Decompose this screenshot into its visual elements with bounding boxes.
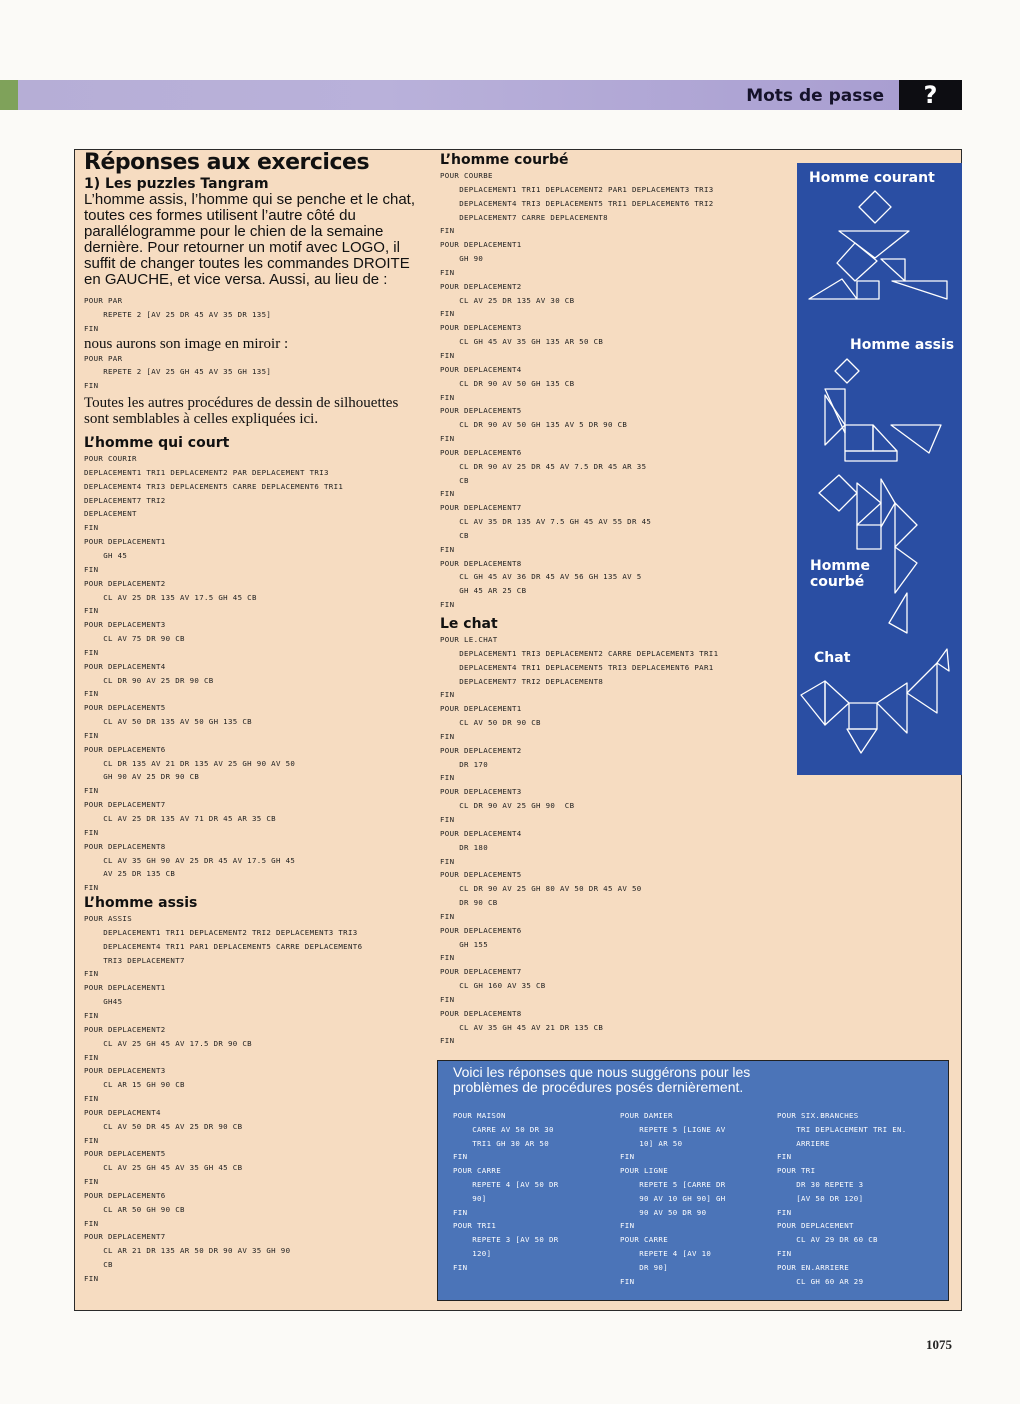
seated-man-figure	[825, 359, 941, 461]
paragraph: nous aurons son image en miroir :	[84, 335, 289, 352]
code-block: POUR PAR REPETE 2 [AV 25 GH 45 AV 35 GH 135] FIN	[84, 353, 272, 391]
section-title: Mots de passe	[746, 86, 884, 106]
paragraph: Toutes les autres procédures de dessin de silhouettes sont semblables à celles expliquées ici.	[84, 395, 399, 428]
running-man-figure	[809, 191, 947, 299]
page-title: Réponses aux exercices	[84, 150, 370, 175]
bent-man-figure	[819, 475, 917, 633]
code-block: POUR SIX.BRANCHES TRI DEPLACEMENT TRI EN. ARRIERE FIN POUR TRI DR 30 REPETE 3 [AV 50 DR 120] FIN POUR DEPLACEMENT CL AV 29 DR 60 CB FIN POUR EN.ARRIERE CL GH 60 AR 29	[777, 1111, 907, 1286]
figure-label: Chat	[814, 650, 851, 666]
color-tab	[0, 80, 18, 110]
tangram-figures	[797, 163, 962, 775]
section-heading: 1) Les puzzles Tangram	[84, 176, 269, 192]
page-number: 1075	[926, 1337, 952, 1352]
left-column	[84, 150, 424, 1286]
figure-label: Homme courbé	[810, 558, 871, 590]
code-block: POUR LE.CHAT DEPLACEMENT1 TRI3 DEPLACEMENT2 CARRE DEPLACEMENT3 TRI1 DEPLACEMENT4 TRI1 DEPLACEMENT5 TRI3 DEPLACEMENT6 PAR1 DEPLACEMENT7 TRI2 DEPLACEMENT8 FIN POUR DEPLACEMENT1 CL AV 50 DR 90 CB FIN POUR DEPLACEMENT2 DR 170 FIN POUR DEPLACEMENT3 CL DR 90 AV 25 GH 90 CB FIN POUR DEPLACEMENT4 DR 180 FIN POUR DEPLACEMENT5 CL DR 90 AV 25 GH 80 AV 50 DR 45 AV 50 DR 90 CB FIN POUR DEPLACEMENT6 GH 155 FIN POUR DEPLACEMENT7 CL GH 160 AV 35 CB FIN POUR DEPLACEMENT8 CL AV 35 GH 45 AV 21 DR 135 CB FIN	[440, 635, 719, 1046]
figure-label: Homme assis	[850, 337, 955, 353]
code-block: POUR COURIR DEPLACEMENT1 TRI1 DEPLACEMENT2 PAR DEPLACEMENT TRI3 DEPLACEMENT4 TRI3 DEPLACEMENT5 CARRE DEPLACEMENT6 TRI1 DEPLACEMENT7 TRI2 DEPLACEMENT FIN POUR DEPLACEMENT1 GH 45 FIN POUR DEPLACEMENT2 CL AV 25 DR 135 AV 17.5 GH 45 CB FIN POUR DEPLACEMENT3 CL AV 75 DR 90 CB FIN POUR DEPLACEMENT4 CL DR 90 AV 25 DR 90 CB FIN POUR DEPLACEMENT5 CL AV 50 DR 135 AV 50 GH 135 CB FIN POUR DEPLACEMENT6 CL DR 135 AV 21 DR 135 AV 25 GH 90 AV 50 GH 90 AV 25 DR 90 CB FIN POUR DEPLACEMENT7 CL AV 25 DR 135 AV 71 DR 45 AR 35 CB FIN POUR DEPLACEMENT8 CL AV 35 GH 90 AV 25 DR 45 AV 17.5 GH 45 AV 25 DR 135 CB FIN	[84, 454, 344, 893]
section-heading: L’homme courbé	[440, 152, 569, 168]
intro-paragraph: L’homme assis, l’homme qui se penche et le chat, toutes ces formes utilisent l’autre côté du parallélogramme pour le chien de la semaine dernière. Pour retourner un motif avec LOGO, il suffit de changer toutes les commandes DROITE en GAUCHE, et vice versa. Aussi, au lieu de :	[84, 191, 416, 288]
code-block: POUR COURBE DEPLACEMENT1 TRI1 DEPLACEMENT2 PAR1 DEPLACEMENT3 TRI3 DEPLACEMENT4 TRI3 DEPLACEMENT5 TRI1 DEPLACEMENT6 TRI2 DEPLACEMENT7 CARRE DEPLACEMENT8 FIN POUR DEPLACEMENT1 GH 90 FIN POUR DEPLACEMENT2 CL AV 25 DR 135 AV 30 CB FIN POUR DEPLACEMENT3 CL GH 45 AV 35 GH 135 AR 50 CB FIN POUR DEPLACEMENT4 CL DR 90 AV 50 GH 135 CB FIN POUR DEPLACEMENT5 CL DR 90 AV 50 GH 135 AV 5 DR 90 CB FIN POUR DEPLACEMENT6 CL DR 90 AV 25 DR 45 AV 7.5 DR 45 AR 35 CB FIN POUR DEPLACEMENT7 CL AV 35 DR 135 AV 7.5 GH 45 AV 55 DR 45 CB FIN POUR DEPLACEMENT8 CL GH 45 AV 36 DR 45 AV 56 GH 135 AV 5 GH 45 AR 25 CB FIN	[440, 171, 714, 610]
answers-box	[437, 1060, 949, 1301]
figure-label: Homme courant	[809, 170, 935, 186]
section-heading: L’homme qui court	[84, 435, 230, 452]
code-block: POUR ASSIS DEPLACEMENT1 TRI1 DEPLACEMENT2 TRI2 DEPLACEMENT3 TRI3 DEPLACEMENT4 TRI1 PAR1 DEPLACEMENT5 CARRE DEPLACEMENT6 TRI3 DEPLACEMENT7 FIN POUR DEPLACEMENT1 GH45 FIN POUR DEPLACEMENT2 CL AV 25 GH 45 AV 17.5 DR 90 CB FIN POUR DEPLACEMENT3 CL AR 15 GH 90 CB FIN POUR DEPLACMENT4 CL AV 50 DR 45 AV 25 DR 90 CB FIN POUR DEPLACEMENT5 CL AV 25 GH 45 AV 35 GH 45 CB FIN POUR DEPLACEMENT6 CL AR 50 GH 90 CB FIN POUR DEPLACEMENT7 CL AR 21 DR 135 AR 50 DR 90 AV 35 GH 90 CB FIN	[84, 914, 363, 1283]
code-block: POUR MAISON CARRE AV 50 DR 30 TRI1 GH 30 AR 50 FIN POUR CARRE REPETE 4 [AV 50 DR 90] FIN POUR TRI1 REPETE 3 [AV 50 DR 120] FIN	[453, 1111, 559, 1272]
middle-column	[440, 150, 790, 1048]
section-heading: Le chat	[440, 616, 498, 632]
code-block: POUR DAMIER REPETE 5 [LIGNE AV 10] AR 50 FIN POUR LIGNE REPETE 5 [CARRE DR 90 AV 10 GH 90] GH 90 AV 50 DR 90 FIN POUR CARRE REPETE 4 [AV 10 DR 90] FIN	[620, 1111, 726, 1286]
answers-intro: Voici les réponses que nous suggérons pour les problèmes de procédures posés dernièrement.	[453, 1064, 751, 1095]
cat-figure	[801, 649, 949, 753]
section-heading: L’homme assis	[84, 895, 198, 912]
tangram-sidebar	[797, 163, 962, 775]
code-block: POUR PAR REPETE 2 [AV 25 DR 45 AV 35 DR 135] FIN	[84, 296, 272, 333]
question-mark-icon: ?	[899, 80, 962, 110]
